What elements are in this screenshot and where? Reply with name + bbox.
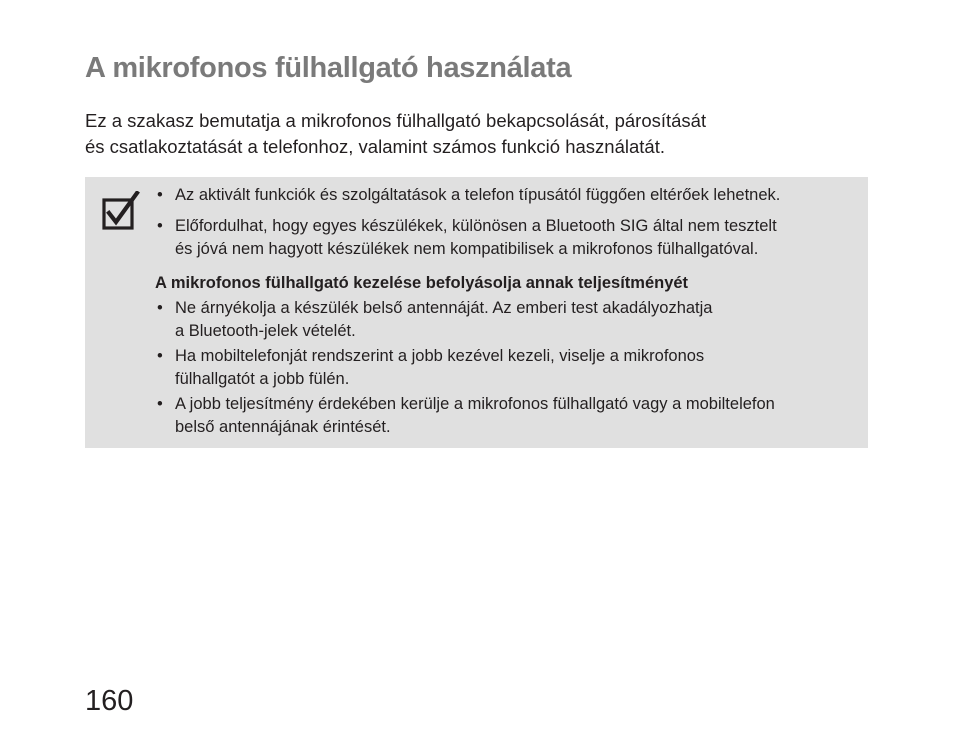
note-item: [155, 184, 780, 207]
bullet: •: [157, 395, 163, 413]
note-item: [155, 215, 780, 261]
page-number: 160: [85, 685, 134, 717]
note-item-line: Az aktivált funkciók és szolgáltatások a telefon típusától függően eltérőek lehetnek.: [175, 186, 781, 204]
intro-line: Ez a szakasz bemutatja a mikrofonos fülhallgató bekapcsolását, párosítását: [85, 110, 707, 131]
page-title: A mikrofonos fülhallgató használata: [85, 52, 572, 84]
note-subitem-line: Ha mobiltelefonját rendszerint a jobb kezével kezeli, viselje a mikrofonos: [175, 347, 705, 365]
intro-paragraph: [85, 108, 845, 160]
checkbox-check-icon: [102, 191, 140, 231]
note-subitem: [155, 393, 775, 439]
bullet: •: [157, 186, 163, 204]
note-subitem: [155, 345, 775, 391]
note-subitem-line: fülhallgatót a jobb fülén.: [175, 370, 350, 388]
note-subheading: A mikrofonos fülhallgató kezelése befolyásolja annak teljesítményét: [155, 274, 689, 292]
note-subitem: [155, 297, 775, 343]
note-item-line: Előfordulhat, hogy egyes készülékek, különösen a Bluetooth SIG által nem tesztelt: [175, 217, 777, 235]
note-item-line: és jóvá nem hagyott készülékek nem kompatibilisek a mikrofonos fülhallgatóval.: [175, 240, 759, 258]
note-box: [85, 177, 868, 448]
note-subitem-line: A jobb teljesítmény érdekében kerülje a mikrofonos fülhallgató vagy a mobiltelefon: [175, 395, 775, 413]
note-subitem-line: a Bluetooth-jelek vételét.: [175, 322, 356, 340]
note-subitem-line: belső antennájának érintését.: [175, 418, 391, 436]
bullet: •: [157, 217, 163, 235]
note-subitem-line: Ne árnyékolja a készülék belső antennáját. Az emberi test akadályozhatja: [175, 299, 713, 317]
note-list: [155, 184, 780, 269]
intro-line: és csatlakoztatását a telefonhoz, valamint számos funkció használatát.: [85, 136, 665, 157]
note-sublist: [155, 297, 775, 441]
bullet: •: [157, 347, 163, 365]
bullet: •: [157, 299, 163, 317]
